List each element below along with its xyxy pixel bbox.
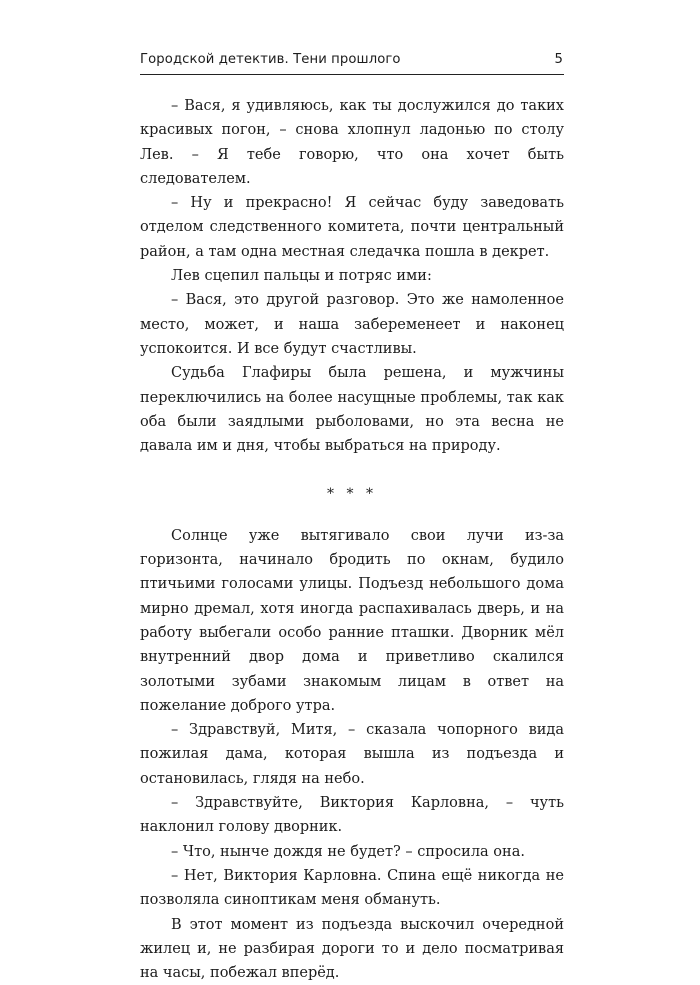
page-number: 5 [555, 46, 564, 74]
paragraph: – Что, нынче дождя не будет? – спросила она. [140, 840, 564, 864]
running-header [140, 46, 564, 75]
paragraph: В этот момент из подъезда выскочил очередной жилец и, не разбирая дороги то и дело посматривая на часы, побежал вперёд. [140, 913, 564, 985]
running-title: Городской детектив. Тени прошлого [140, 46, 401, 74]
paragraph: – Вася, это другой разговор. Это же намоленное место, может, и наша забеременеет и наконец успокоится. И все будут счастливы. [140, 288, 564, 361]
paragraph: Солнце уже вытягивало свои лучи из-за горизонта, начинало бродить по окнам, будило птичьими голосами улицы. Подъезд небольшого дома мирно дремал, хотя иногда распахивалась дверь, и на работу выбегали особо ранние пташки. Дворник мёл внутренний двор дома и приветливо скалился золотыми зубами знакомым лицам в ответ на пожелание доброго утра. [140, 524, 564, 718]
body-text [140, 94, 564, 985]
paragraph: – Здравствуй, Митя, – сказала чопорного вида пожилая дама, которая вышла из подъезда и остановилась, глядя на небо. [140, 718, 564, 791]
paragraph: – Нет, Виктория Карловна. Спина ещё никогда не позволяла синоптикам меня обмануть. [140, 864, 564, 913]
book-page [140, 46, 564, 985]
paragraph: – Вася, я удивляюсь, как ты дослужился до таких красивых погон, – снова хлопнул ладонью по столу Лев. – Я тебе говорю, что она хочет быть следователем. [140, 94, 564, 191]
paragraph: Судьба Глафиры была решена, и мужчины переключились на более насущные проблемы, так как оба были заядлыми рыболовами, но эта весна не давала им и дня, чтобы выбраться на природу. [140, 361, 564, 458]
section-separator: * * * [140, 482, 564, 506]
paragraph: – Здравствуйте, Виктория Карловна, – чуть наклонил голову дворник. [140, 791, 564, 840]
paragraph: – Ну и прекрасно! Я сейчас буду заведовать отделом следственного комитета, почти центральный район, а там одна местная следачка пошла в декрет. [140, 191, 564, 264]
paragraph: Лев сцепил пальцы и потряс ими: [140, 264, 564, 288]
